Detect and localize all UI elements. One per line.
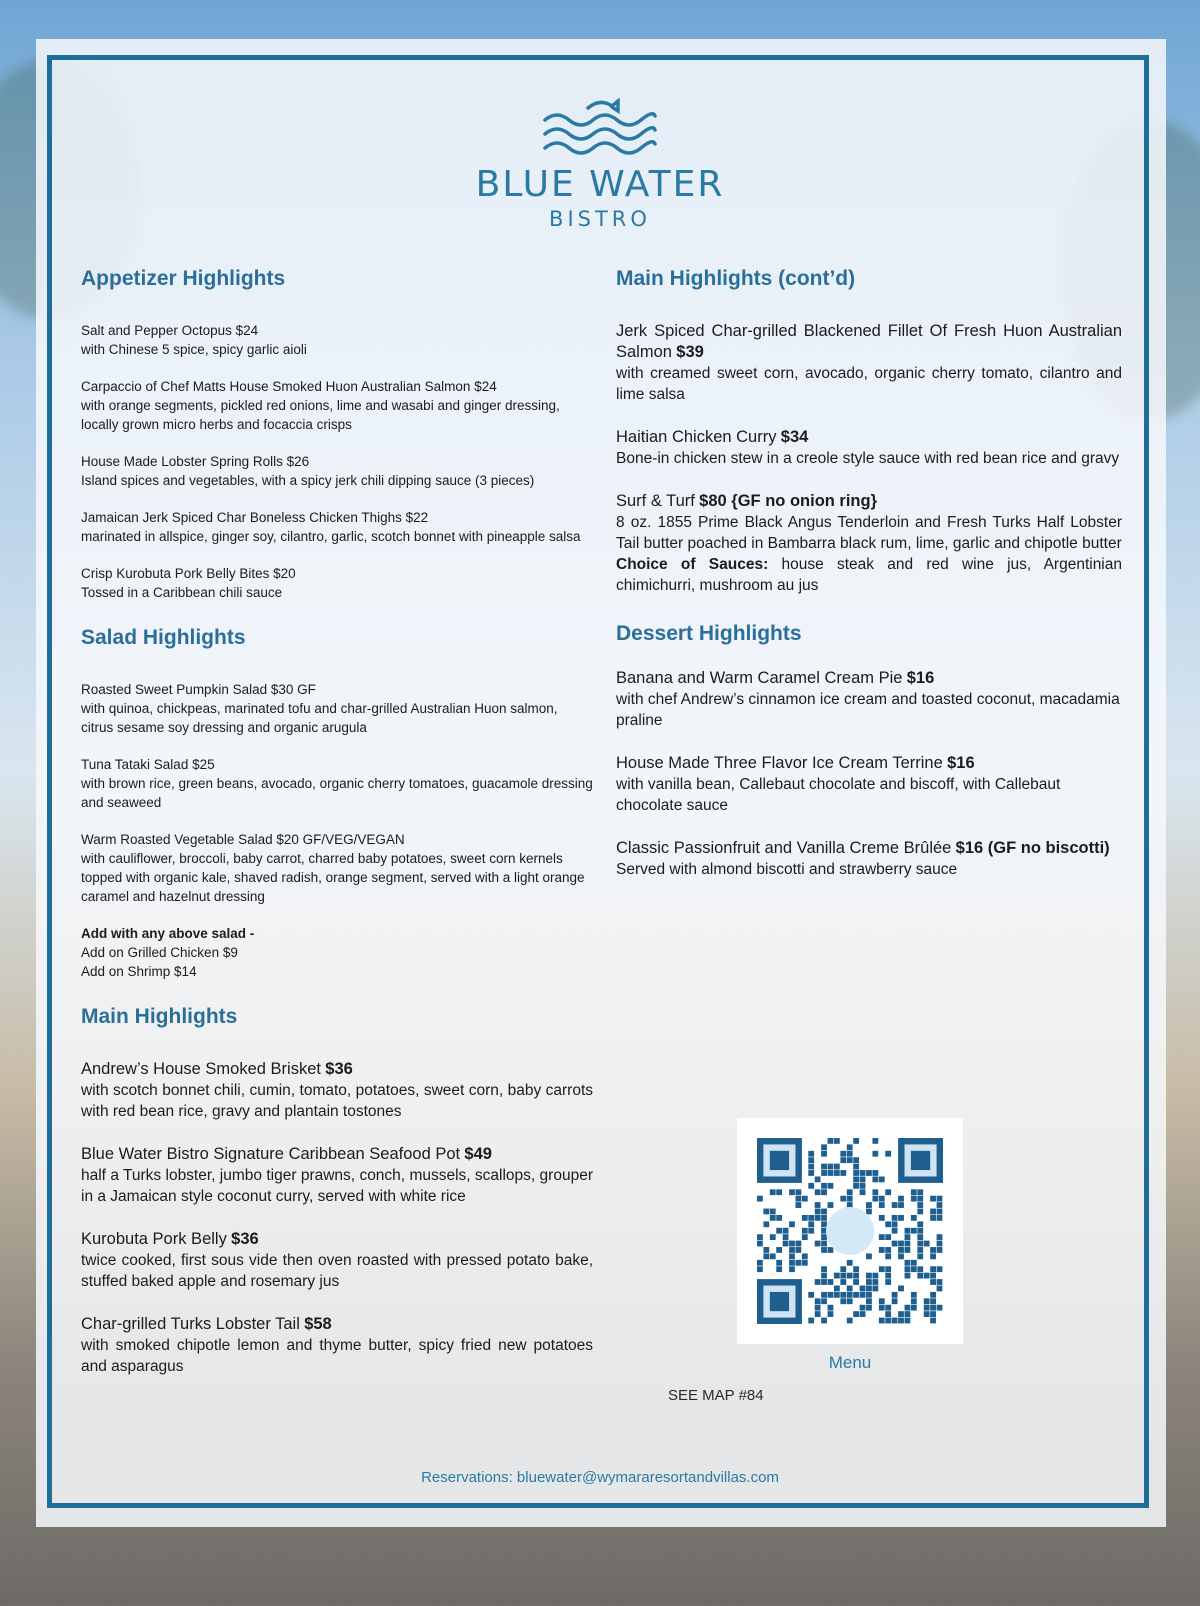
item-desc: with scotch bonnet chili, cumin, tomato, potatoes, sweet corn, baby carrots with red bean rice, gravy and plantain tostones: [81, 1082, 593, 1120]
main-contd-list: [616, 321, 1122, 596]
item-name: Surf & Turf: [616, 492, 695, 510]
right-column: [616, 267, 1122, 902]
list-item: [81, 680, 593, 737]
list-item: [81, 830, 593, 906]
sauce-label: Choice of Sauces:: [616, 556, 769, 573]
item-desc: with creamed sweet corn, avocado, organic cherry tomato, cilantro and lime salsa: [616, 365, 1122, 403]
sauce-text: house steak and red wine jus, Argentinian chimichurri, mushroom au jus: [616, 556, 1122, 594]
item-desc: with chef Andrew’s cinnamon ice cream and toasted coconut, macadamia praline: [616, 691, 1120, 729]
addon-shrimp: Add on Shrimp $14: [81, 964, 197, 979]
brand-subtitle: BISTRO: [549, 207, 651, 231]
item-price: $58: [304, 1315, 332, 1333]
item-desc: with quinoa, chickpeas, marinated tofu and char-grilled Australian Huon salmon, citrus sesame soy dressing and organic arugula: [81, 701, 558, 735]
appetizer-heading: Appetizer Highlights: [81, 267, 286, 290]
list-item: [616, 427, 1122, 469]
item-name: Tuna Tataki Salad $25: [81, 757, 215, 772]
item-name: Roasted Sweet Pumpkin Salad $30 GF: [81, 682, 316, 697]
item-desc: with Chinese 5 spice, spicy garlic aioli: [81, 342, 307, 357]
list-item: [81, 755, 593, 812]
item-desc: twice cooked, first sous vide then oven roasted with pressed potato bake, stuffed baked apple and rosemary jus: [81, 1252, 593, 1290]
item-name: Kurobuta Pork Belly: [81, 1230, 227, 1248]
item-price: $36: [231, 1230, 259, 1248]
item-desc: with smoked chipotle lemon and thyme butter, spicy fried new potatoes and asparagus: [81, 1337, 593, 1375]
salad-list: [81, 680, 593, 981]
main-heading: Main Highlights: [81, 1005, 238, 1028]
salad-heading: Salad Highlights: [81, 626, 246, 649]
item-desc: with orange segments, pickled red onions, lime and wasabi and ginger dressing, locally grown micro herbs and focaccia crisps: [81, 398, 560, 432]
addon-chicken: Add on Grilled Chicken $9: [81, 945, 238, 960]
item-name: Andrew’s House Smoked Brisket: [81, 1060, 321, 1078]
item-name: Carpaccio of Chef Matts House Smoked Huon Australian Salmon $24: [81, 379, 497, 394]
item-desc: with cauliflower, broccoli, baby carrot, charred baby potatoes, sweet corn kernels topped with organic kale, shaved radish, orange segment, served with a light orange caramel and hazelnut dressing: [81, 851, 585, 904]
addon-title: Add with any above salad -: [81, 926, 255, 941]
item-desc: Tossed in a Caribbean chili sauce: [81, 585, 283, 600]
item-name: Warm Roasted Vegetable Salad $20 GF/VEG/VEGAN: [81, 832, 405, 847]
item-desc: marinated in allspice, ginger soy, cilantro, garlic, scotch bonnet with pineapple salsa: [81, 529, 581, 544]
list-item: [616, 753, 1122, 816]
list-item: [81, 564, 593, 602]
list-item: [81, 1144, 593, 1207]
list-item: [81, 321, 593, 359]
item-desc: with brown rice, green beans, avocado, organic cherry tomatoes, guacamole dressing and seaweed: [81, 776, 593, 810]
item-desc: Bone-in chicken stew in a creole style sauce with red bean rice and gravy: [616, 450, 1120, 467]
fish-waves-icon: [540, 98, 660, 158]
item-desc: Served with almond biscotti and strawberry sauce: [616, 861, 958, 878]
item-price: $80 {GF no onion ring}: [699, 492, 878, 510]
item-name: Classic Passionfruit and Vanilla Creme Brûlée: [616, 839, 952, 857]
item-name: Crisp Kurobuta Pork Belly Bites $20: [81, 566, 296, 581]
main-list: [81, 1059, 593, 1377]
item-desc: 8 oz. 1855 Prime Black Angus Tenderloin and Fresh Turks Half Lobster Tail butter poached in Bambarra black rum, lime, garlic and chipotle butter: [616, 514, 1122, 552]
item-price: $39: [676, 343, 704, 361]
list-item: [616, 491, 1122, 596]
qr-code-icon: [737, 1118, 963, 1344]
item-name: Haitian Chicken Curry: [616, 428, 777, 446]
item-price: $16: [906, 669, 935, 687]
salad-addons: [81, 924, 593, 981]
menu-qr-code[interactable]: [737, 1118, 963, 1344]
dessert-list: [616, 668, 1122, 880]
item-name: Jerk Spiced Char-grilled Blackened Fillet Of Fresh Huon Australian Salmon: [616, 322, 1122, 361]
list-item: [81, 1059, 593, 1122]
item-name: House Made Three Flavor Ice Cream Terrine: [616, 754, 943, 772]
item-name: Char-grilled Turks Lobster Tail: [81, 1315, 300, 1333]
list-item: [81, 452, 593, 490]
list-item: [81, 377, 593, 434]
appetizer-list: [81, 321, 593, 602]
item-price: $36: [325, 1060, 353, 1078]
list-item: [616, 838, 1122, 880]
item-desc: Island spices and vegetables, with a spicy jerk chili dipping sauce (3 pieces): [81, 473, 535, 488]
brand-logo: [0, 98, 1200, 231]
item-name: Banana and Warm Caramel Cream Pie: [616, 669, 903, 687]
list-item: [616, 668, 1122, 731]
item-desc: half a Turks lobster, jumbo tiger prawns, conch, mussels, scallops, grouper in a Jamaican style coconut curry, served with white rice: [81, 1167, 593, 1205]
item-price: $34: [780, 428, 809, 446]
item-price: $16: [947, 754, 975, 772]
reservations-link[interactable]: Reservations: bluewater@wymararesortandvillas.com: [421, 1469, 779, 1486]
item-name: House Made Lobster Spring Rolls $26: [81, 454, 310, 469]
item-name: Blue Water Bistro Signature Caribbean Seafood Pot: [81, 1145, 461, 1163]
brand-title: BLUE WATER: [475, 164, 725, 205]
item-name: Jamaican Jerk Spiced Char Boneless Chicken Thighs $22: [81, 510, 429, 525]
list-item: [81, 1314, 593, 1377]
main-contd-heading: Main Highlights (cont’d): [616, 267, 856, 290]
item-price: $16 (GF no biscotti): [955, 839, 1110, 857]
qr-label: Menu: [828, 1353, 872, 1372]
left-column: [81, 267, 593, 1399]
see-map-note: SEE MAP #84: [668, 1387, 764, 1404]
item-name: Salt and Pepper Octopus $24: [81, 323, 259, 338]
list-item: [81, 508, 593, 546]
list-item: [616, 321, 1122, 405]
item-price: $49: [464, 1145, 492, 1163]
dessert-heading: Dessert Highlights: [616, 622, 802, 645]
item-desc: with vanilla bean, Callebaut chocolate and biscoff, with Callebaut chocolate sauce: [616, 776, 1061, 814]
list-item: [81, 1229, 593, 1292]
